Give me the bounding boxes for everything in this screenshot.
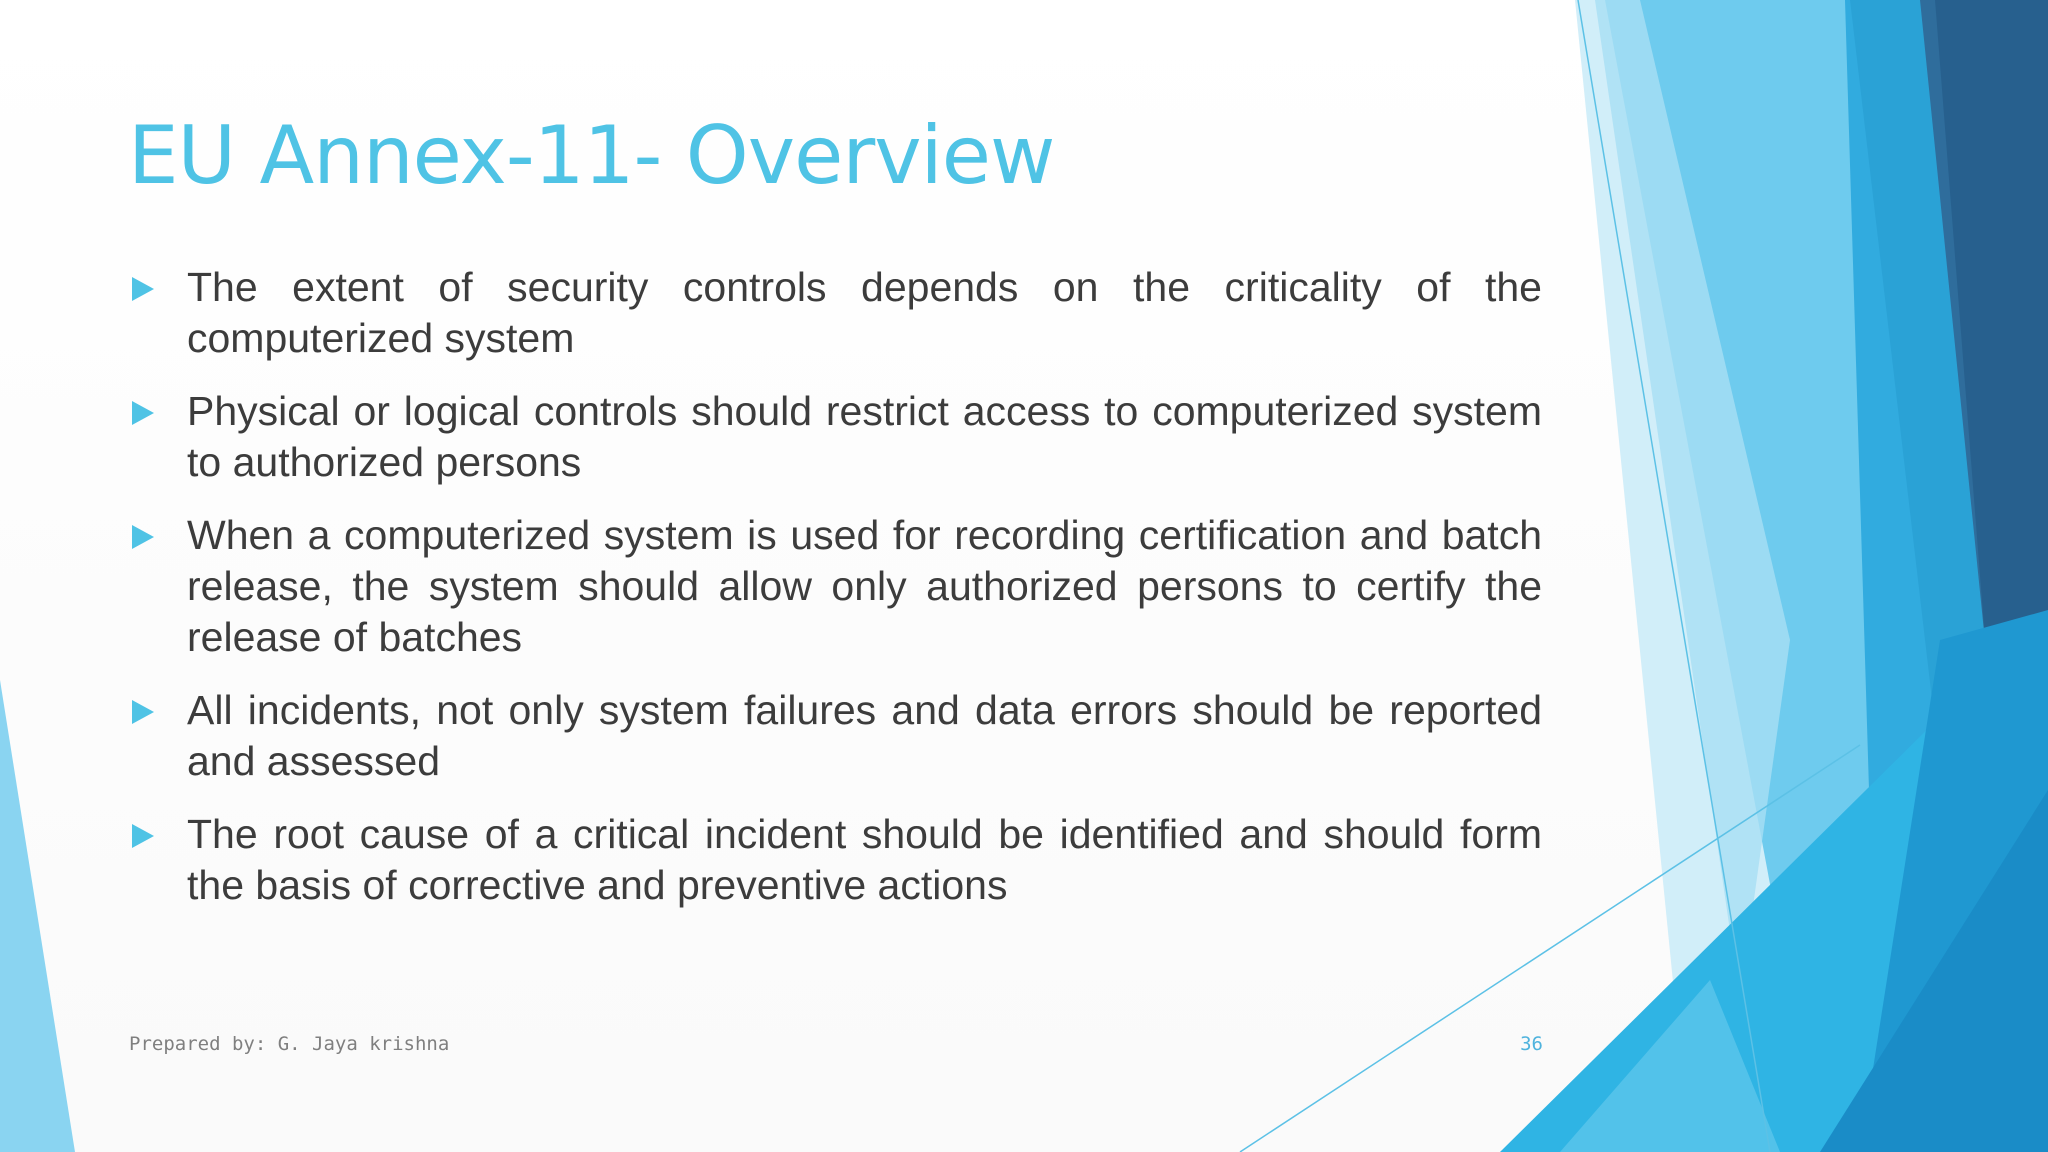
bullet-item xyxy=(128,386,1542,488)
bullet-list xyxy=(128,262,1542,933)
bullet-arrow-icon xyxy=(132,824,154,848)
bullet-item xyxy=(128,809,1542,911)
bullet-text: The extent of security controls depends on the criticality of the computerized system xyxy=(187,264,1542,361)
slide-title: EU Annex-11- Overview xyxy=(128,109,1055,202)
slide-number: 36 xyxy=(1520,1033,1543,1055)
bullet-arrow-icon xyxy=(132,700,154,724)
bullet-text: Physical or logical controls should restrict access to computerized system to authorized persons xyxy=(187,388,1542,485)
bullet-item xyxy=(128,262,1542,364)
bullet-arrow-icon xyxy=(132,277,154,301)
bullet-arrow-icon xyxy=(132,525,154,549)
bullet-text: The root cause of a critical incident should be identified and should form the basis of corrective and preventive actions xyxy=(187,811,1542,908)
bullet-item xyxy=(128,685,1542,787)
bullet-text: When a computerized system is used for recording certification and batch release, the system should allow only authorized persons to certify the release of batches xyxy=(187,512,1542,660)
bullet-text: All incidents, not only system failures and data errors should be reported and assessed xyxy=(187,687,1542,784)
slide-footer: Prepared by: G. Jaya krishna xyxy=(129,1033,450,1055)
bullet-item xyxy=(128,510,1542,663)
decor-shape xyxy=(0,680,75,1152)
bullet-arrow-icon xyxy=(132,401,154,425)
